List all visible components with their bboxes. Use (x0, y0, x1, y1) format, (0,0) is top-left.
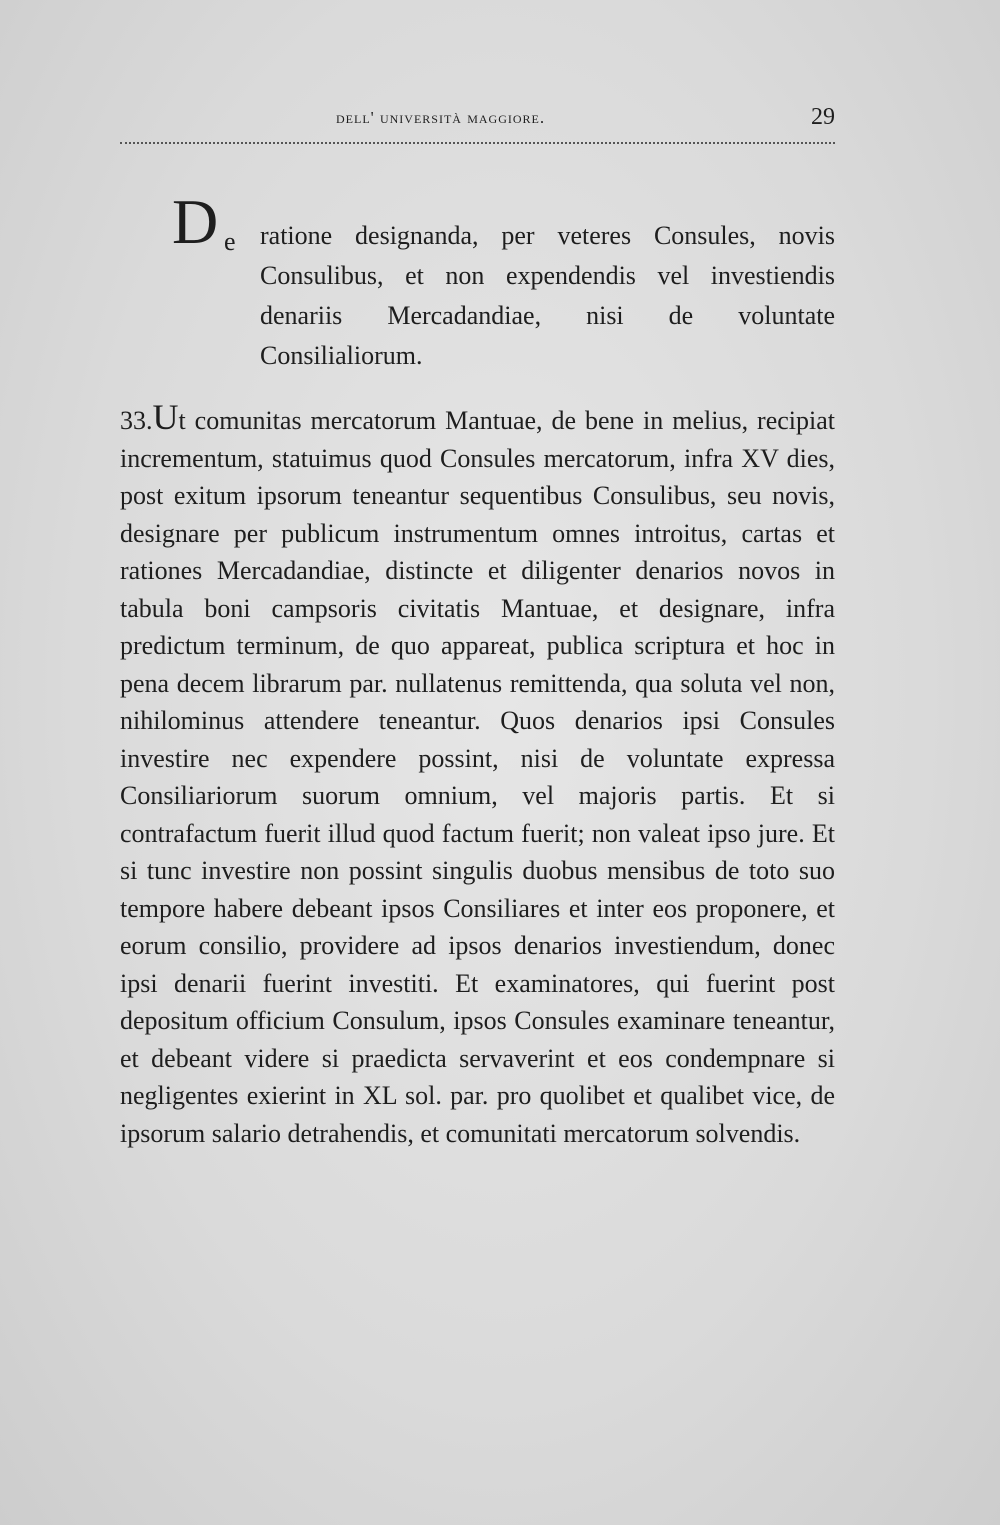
article-initial: U (152, 397, 179, 437)
article-number: 33. (120, 406, 153, 435)
article-33 (120, 397, 835, 1152)
page-number: 29 (811, 104, 835, 130)
article-body: t comunitas mercatorum Mantuae, de bene in melius, recipiat incrementum, statuimus quod Consules mercatorum, infra XV dies, post exitum ipsorum teneantur sequentibus Consulibus, seu novis, designare per publicum instrumentum omnes introitus, cartas et rationes Mercadandiae, distincte et diligenter denarios novos in tabula boni campsoris civitatis Mantuae, et designare, infra predictum terminum, de quo appareat, publica scriptura et hoc in pena decem librarum par. nullatenus remittenda, qua soluta vel non, nihilominus attendere teneantur. Quos denarios ipsi Consules investire nec expendere possint, nisi de voluntate expressa Consiliariorum suorum omnium, vel majoris partis. Et si contrafactum fuerit illud quod factum fuerit; non valeat ipso jure. Et si tunc investire non possint singulis duobus mensibus de toto suo tempore habere debeant ipsos Consiliares et inter eos proponere, et eorum consilio, providere ad ipsos denarios investiendum, donec ipsi denarii fuerint investiti. Et examinatores, qui fuerint post depositum officium Consulum, ipsos Consules examinare teneantur, et debeant videre si praedicta servaverint et eos condempnare si negligentes exierint in XL sol. par. pro quolibet et qualibet vice, de ipsorum salario detrahendis, et comunitati mercatorum solvendis. (120, 406, 835, 1148)
running-head (120, 104, 835, 138)
rubric-text: ratione designanda, per veteres Consules, novis Consulibus, et non expendendis vel investiendis denariis Mercadandiae, nisi de voluntate Consilialiorum. (260, 221, 835, 370)
rubric-drop-cap-tail: e (224, 227, 236, 256)
header-dotted-rule (120, 142, 835, 144)
running-head-title: dell' università maggiore. (336, 108, 546, 127)
rubric-drop-cap: D (172, 186, 219, 257)
